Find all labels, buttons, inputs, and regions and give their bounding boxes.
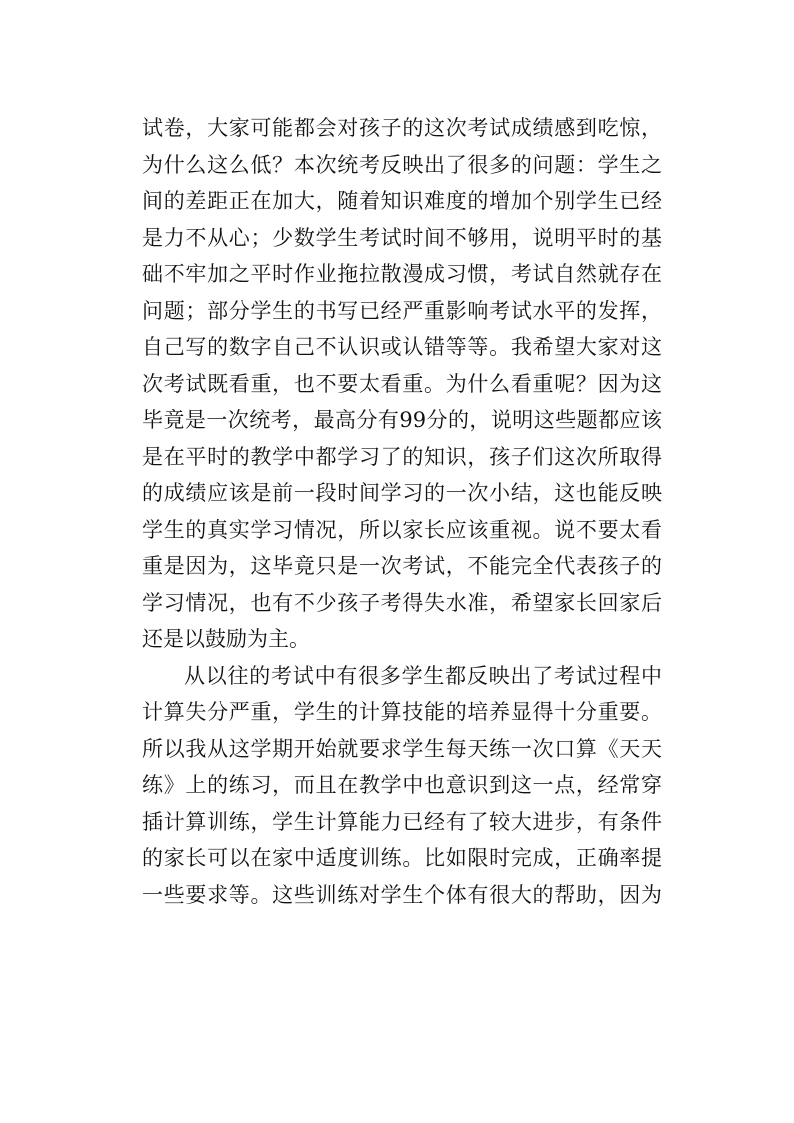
text-line: 学习情况，也有不少孩子考得失水准，希望家长回家后 — [142, 590, 662, 615]
text-line: 试卷，大家可能都会对孩子的这次考试成绩感到吃惊， — [142, 116, 662, 140]
paragraph-1 — [142, 110, 662, 658]
text-line: 间的差距正在加大，随着知识难度的增加个别学生已经 — [142, 189, 662, 213]
text-line: 的家长可以在家中适度训练。比如限时完成，正确率提 — [142, 846, 662, 870]
text-line: 插计算训练，学生计算能力已经有了较大进步，有条件 — [142, 809, 662, 834]
text-line: 是力不从心；少数学生考试时间不够用，说明平时的基 — [142, 225, 662, 250]
text-line: 计算失分严重，学生的计算技能的培养显得十分重要。 — [142, 700, 662, 724]
body-text — [142, 110, 662, 913]
text-line: 练》上的练习，而且在教学中也意识到这一点，经常穿 — [142, 773, 662, 797]
text-line: 为什么这么低？本次统考反映出了很多的问题：学生之 — [142, 152, 662, 177]
text-line: 毕竟是一次统考，最高分有99分的，说明这些题都应该 — [142, 408, 662, 432]
text-line: 学生的真实学习情况，所以家长应该重视。说不要太看 — [142, 517, 662, 542]
text-line: 次考试既看重，也不要太看重。为什么看重呢？因为这 — [142, 371, 662, 396]
text-line: 一些要求等。这些训练对学生个体有很大的帮助，因为 — [142, 882, 662, 907]
text-line: 自己写的数字自己不认识或认错等等。我希望大家对这 — [142, 335, 662, 359]
text-line: 础不牢加之平时作业拖拉散漫成习惯，考试自然就存在 — [142, 262, 662, 286]
text-line: 是在平时的教学中都学习了的知识，孩子们这次所取得 — [142, 444, 662, 469]
text-line: 从以往的考试中有很多学生都反映出了考试过程中 — [184, 663, 662, 688]
text-line: 问题；部分学生的书写已经严重影响考试水平的发挥， — [142, 298, 662, 323]
text-line: 所以我从这学期开始就要求学生每天练一次口算《天天 — [142, 736, 662, 761]
text-line: 还是以鼓励为主。 — [142, 627, 310, 651]
paragraph-2 — [142, 658, 662, 914]
text-line: 的成绩应该是前一段时间学习的一次小结，这也能反映 — [142, 481, 662, 505]
text-line: 重是因为，这毕竟只是一次考试，不能完全代表孩子的 — [142, 554, 662, 578]
